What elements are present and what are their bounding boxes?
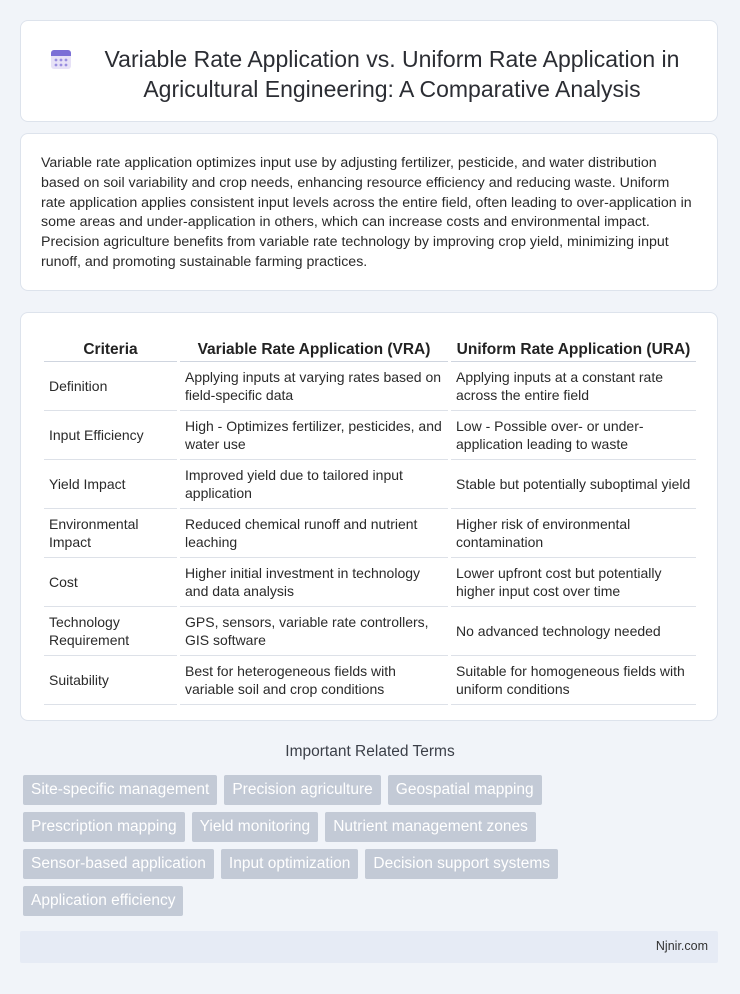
ura-cell: Stable but potentially suboptimal yield — [451, 460, 696, 509]
header-ura: Uniform Rate Application (URA) — [451, 331, 696, 362]
header-vra: Variable Rate Application (VRA) — [180, 331, 448, 362]
criteria-cell: Cost — [44, 558, 177, 607]
ura-cell: Applying inputs at a constant rate across the entire field — [451, 362, 696, 411]
page-title: Variable Rate Application vs. Uniform Rate Application in Agricultural Engineering: A Comparative Analysis — [104, 46, 680, 102]
term-chip[interactable]: Precision agriculture — [224, 775, 380, 805]
table-row — [44, 411, 696, 460]
ura-cell: No advanced technology needed — [451, 607, 696, 656]
criteria-cell: Suitability — [44, 656, 177, 705]
term-chip[interactable]: Prescription mapping — [23, 812, 185, 842]
vra-cell: GPS, sensors, variable rate controllers, GIS software — [180, 607, 448, 656]
ura-cell: Suitable for homogeneous fields with uniform conditions — [451, 656, 696, 705]
vra-cell: Best for heterogeneous fields with variable soil and crop conditions — [180, 656, 448, 705]
ura-cell: Low - Possible over- or under-application leading to waste — [451, 411, 696, 460]
table-row — [44, 509, 696, 558]
criteria-cell: Technology Requirement — [44, 607, 177, 656]
calendar-icon — [49, 47, 73, 71]
vra-cell: High - Optimizes fertilizer, pesticides, and water use — [180, 411, 448, 460]
criteria-cell: Definition — [44, 362, 177, 411]
term-chip[interactable]: Site-specific management — [23, 775, 217, 805]
vra-cell: Reduced chemical runoff and nutrient leaching — [180, 509, 448, 558]
footer-bar — [20, 931, 718, 963]
term-chip[interactable]: Input optimization — [221, 849, 359, 879]
criteria-cell: Input Efficiency — [44, 411, 177, 460]
table-row — [44, 607, 696, 656]
header-criteria: Criteria — [44, 331, 177, 362]
term-chip[interactable]: Nutrient management zones — [325, 812, 536, 842]
term-chip[interactable]: Geospatial mapping — [388, 775, 542, 805]
footer-brand[interactable]: Njnir.com — [655, 939, 708, 953]
ura-cell: Lower upfront cost but potentially higher input cost over time — [451, 558, 696, 607]
term-chip[interactable]: Yield monitoring — [192, 812, 319, 842]
table-row — [44, 362, 696, 411]
intro-paragraph: Variable rate application optimizes input use by adjusting fertilizer, pesticide, and water distribution based on soil variability and crop needs, enhancing resource efficiency and reducing waste. Uniform rate application applies consistent input levels across the entire field, often leading to over-application in some areas and under-application in others, which can increase costs and environmental impact. Precision agriculture benefits from variable rate technology by improving crop yield, minimizing input runoff, and promoting sustainable farming practices. — [41, 155, 692, 270]
term-chip[interactable]: Decision support systems — [365, 849, 558, 879]
criteria-cell: Yield Impact — [44, 460, 177, 509]
term-chip[interactable]: Sensor-based application — [23, 849, 214, 879]
comparison-card — [20, 312, 718, 721]
criteria-cell: Environmental Impact — [44, 509, 177, 558]
related-terms-heading: Important Related Terms — [285, 743, 455, 760]
table-row — [44, 558, 696, 607]
comparison-table — [41, 331, 699, 705]
related-terms-list — [23, 775, 623, 916]
ura-cell: Higher risk of environmental contamination — [451, 509, 696, 558]
term-chip[interactable]: Application efficiency — [23, 886, 183, 916]
vra-cell: Higher initial investment in technology and data analysis — [180, 558, 448, 607]
vra-cell: Improved yield due to tailored input application — [180, 460, 448, 509]
title-card — [20, 20, 718, 122]
table-row — [44, 460, 696, 509]
table-header-row — [44, 331, 696, 362]
table-row — [44, 656, 696, 705]
intro-card — [20, 133, 718, 291]
vra-cell: Applying inputs at varying rates based on field-specific data — [180, 362, 448, 411]
